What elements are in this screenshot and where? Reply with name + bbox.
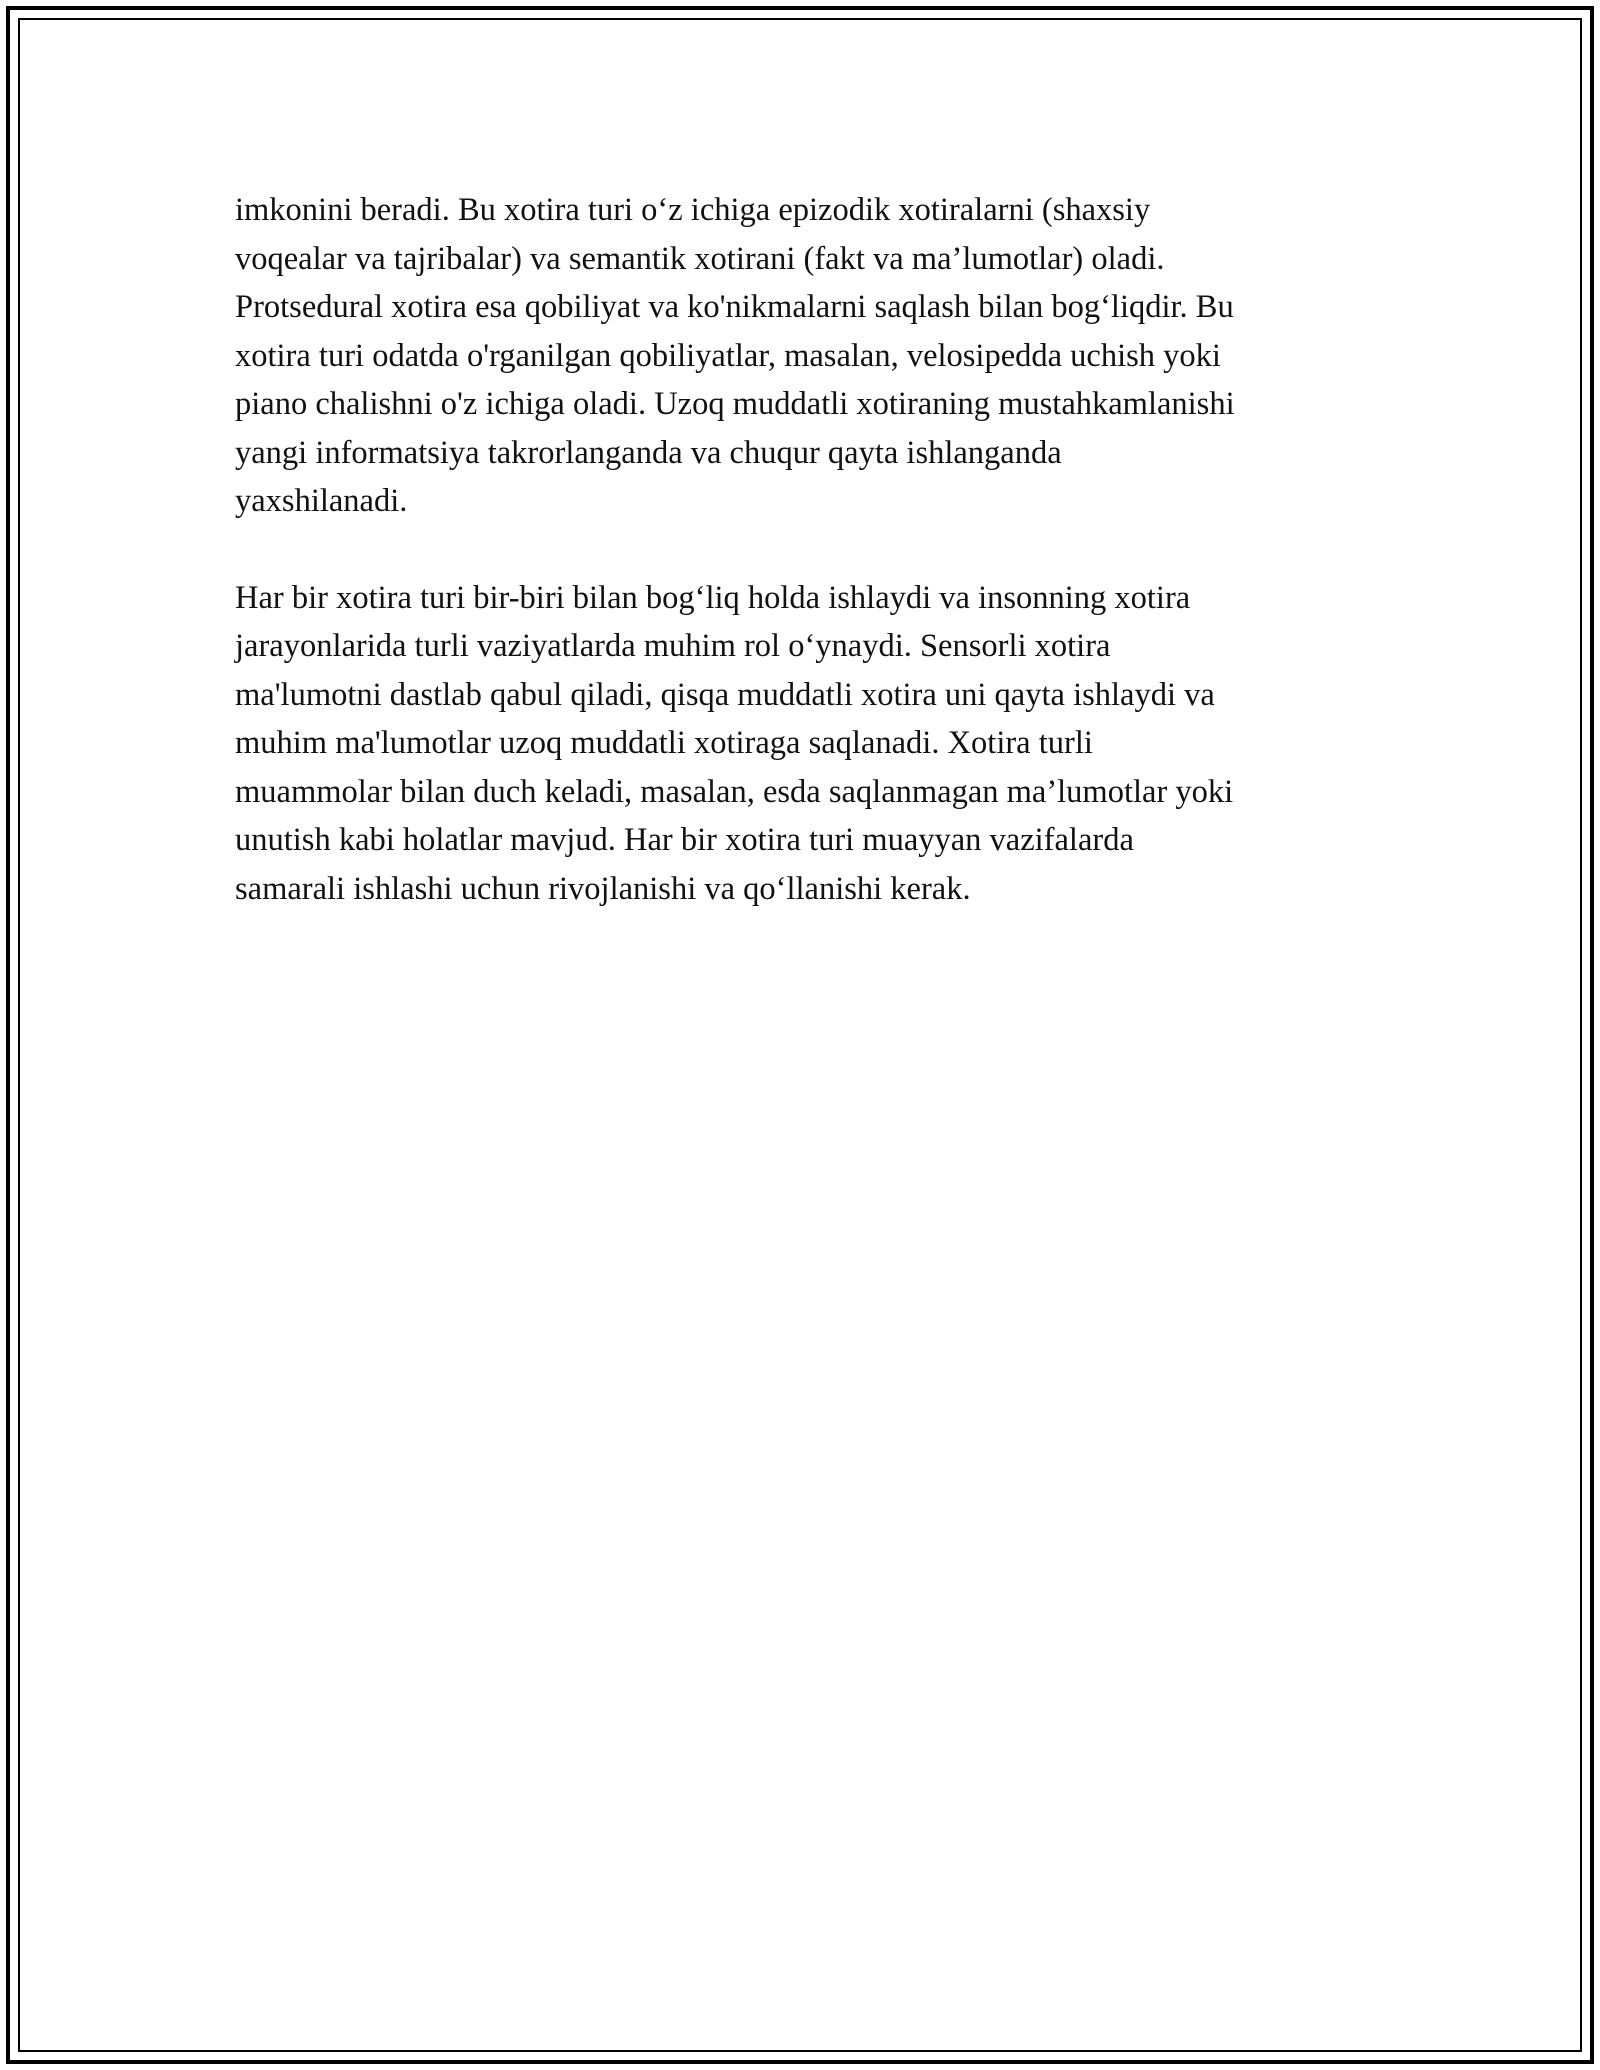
paragraph-memory-interaction: Har bir xotira turi bir-biri bilan bog‘liq holda ishlaydi va insonning xotira jarayonlarida turli vaziyatlarda muhim rol o‘ynaydi. Sensorli xotira ma'lumotni dastlab qabul qiladi, qisqa muddatli xotira uni qayta ishlaydi va muhim ma'lumotlar uzoq muddatli xotiraga saqlanadi. Xotira turli muammolar bilan duch keladi, masalan, esda saqlanmagan ma’lumotlar yoki unutish kabi holatlar mavjud. Har bir xotira turi muayyan vazifalarda samarali ishlashi uchun rivojlanishi va qo‘llanishi kerak.	[235, 579, 1234, 907]
paragraph-memory-types: imkonini beradi. Bu xotira turi o‘z ichiga epizodik xotiralarni (shaxsiy voqealar va tajribalar) va semantik xotirani (fakt va ma’lumotlar) oladi. Protsedural xotira esa qobiliyat va ko'nikmalarni saqlash bilan bog‘liqdir. Bu xotira turi odatda o'rganilgan qobiliyatlar, masalan, velosipedda uchish yoki piano chalishni o'z ichiga oladi. Uzoq muddatli xotiraning mustahkamlanishi yangi informatsiya takrorlanganda va chuqur qayta ishlanganda yaxshilanadi.	[235, 192, 1235, 519]
document-body	[235, 186, 1375, 913]
paragraph-spacer	[235, 526, 1375, 574]
